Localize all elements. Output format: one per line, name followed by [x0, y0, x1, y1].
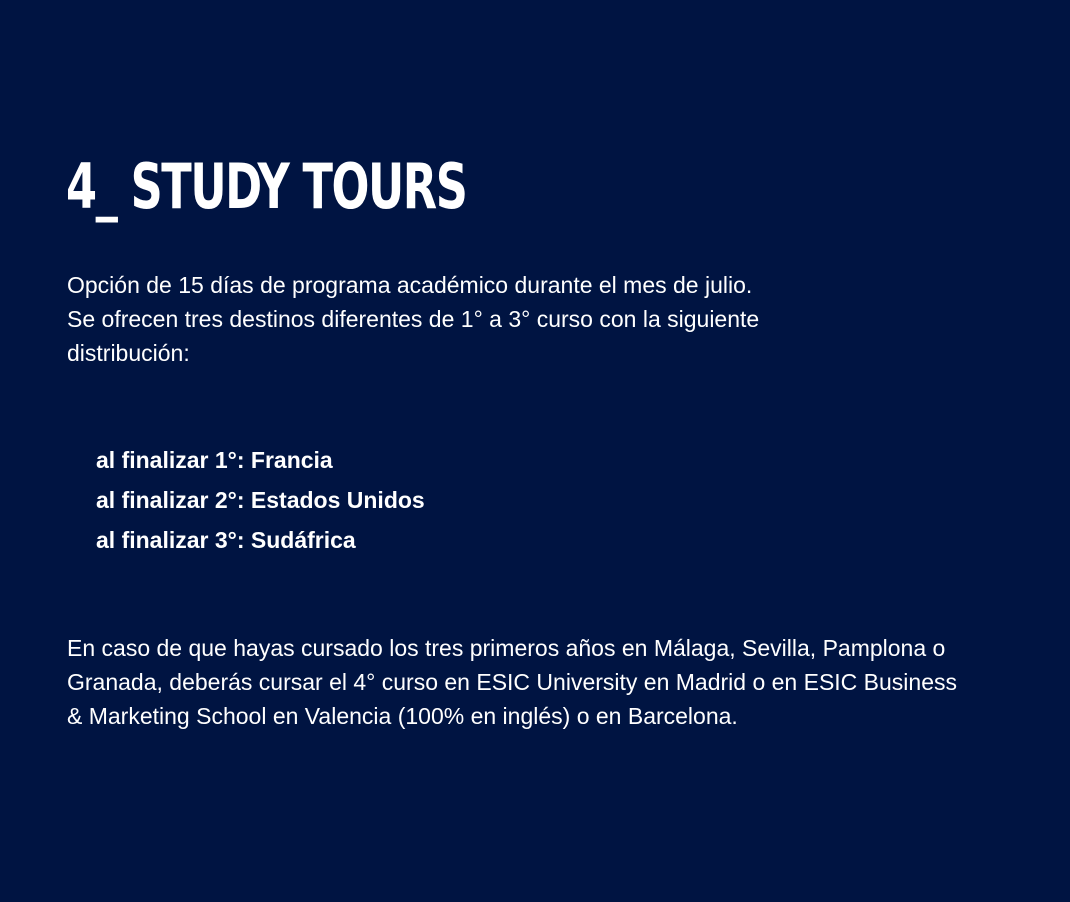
destination-item-year-1: al finalizar 1°: Francia: [96, 447, 333, 473]
destination-list: [96, 440, 425, 560]
closing-paragraph: En caso de que hayas cursado los tres primeros años en Málaga, Sevilla, Pamplona o Granada, deberás cursar el 4° curso en ESIC University en Madrid o en ESIC Business & Marketing School en Valencia (100% en inglés) o en Barcelona.: [67, 635, 958, 729]
intro-paragraph: Opción de 15 días de programa académico durante el mes de julio. Se ofrecen tres destinos diferentes de 1° a 3° curso con la siguiente distribución:: [67, 272, 760, 366]
destination-item-year-3: al finalizar 3°: Sudáfrica: [96, 527, 356, 553]
destination-item-year-2: al finalizar 2°: Estados Unidos: [96, 487, 425, 513]
page-title: 4_ STUDY TOURS: [66, 150, 467, 223]
